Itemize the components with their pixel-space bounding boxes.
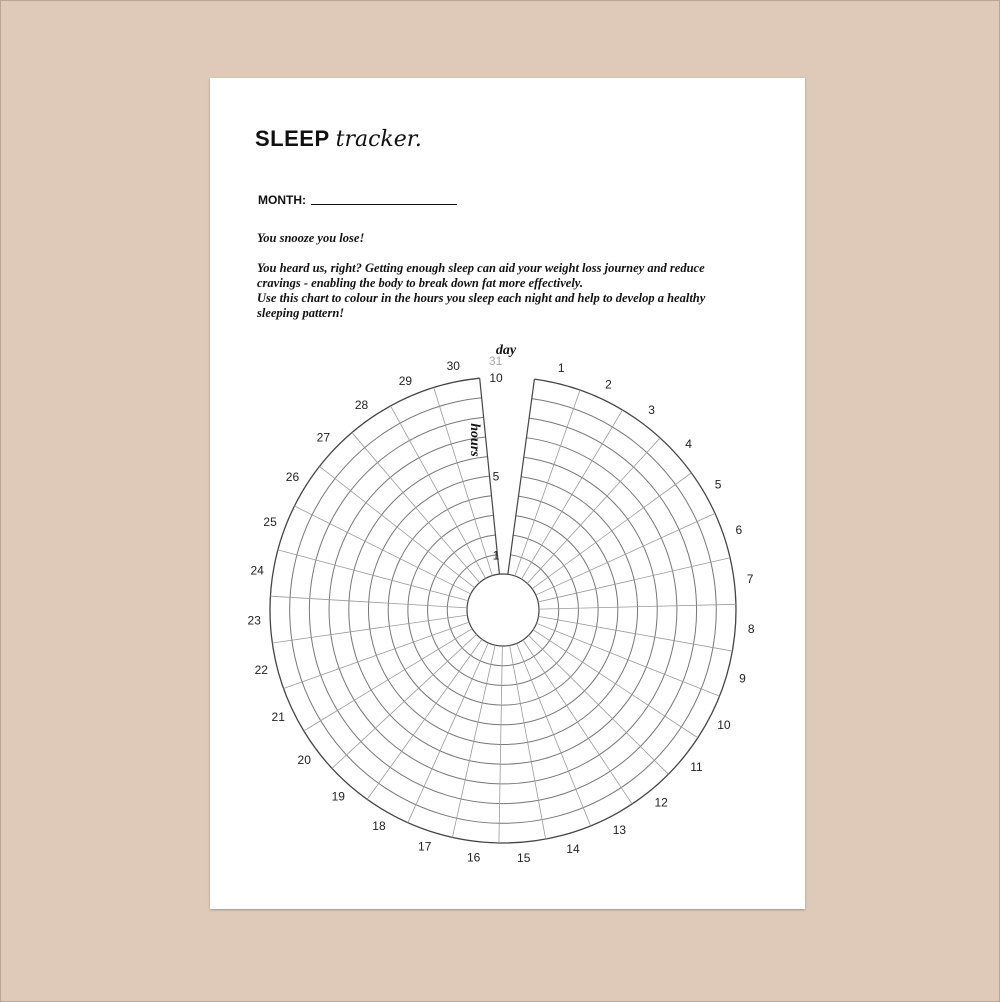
paragraph-line: Use this chart to colour in the hours you sleep each night and help to develop a healthy xyxy=(257,291,706,305)
month-label: MONTH: xyxy=(258,193,306,207)
day-label: 29 xyxy=(398,373,413,388)
sleep-cell[interactable] xyxy=(616,607,638,634)
sleep-cell[interactable] xyxy=(713,604,736,651)
sleep-cell[interactable] xyxy=(270,596,292,643)
day-axis-label: day xyxy=(495,343,517,358)
sleep-cell[interactable] xyxy=(469,741,500,764)
sleep-cell[interactable] xyxy=(465,761,500,784)
day-label: 10 xyxy=(717,717,731,732)
sleep-cell[interactable] xyxy=(597,607,618,630)
sleep-cell[interactable] xyxy=(369,602,390,629)
day-label: 1 xyxy=(557,360,565,375)
day-label: 7 xyxy=(746,571,754,586)
day-label: 18 xyxy=(372,818,386,833)
sleep-cell[interactable] xyxy=(290,597,312,640)
sleep-cell[interactable] xyxy=(500,742,531,764)
day-label: 4 xyxy=(685,436,692,451)
day-label: 28 xyxy=(354,398,369,413)
day-label: 22 xyxy=(254,662,268,677)
sleep-cell[interactable] xyxy=(349,601,370,632)
day-label: 15 xyxy=(517,851,531,866)
sleep-cell[interactable] xyxy=(501,703,524,724)
day-label: 31 xyxy=(488,354,503,369)
day-label: 3 xyxy=(648,403,655,418)
sleep-cell[interactable] xyxy=(329,600,350,635)
sleep-cell[interactable] xyxy=(500,781,539,804)
day-label: 24 xyxy=(250,563,264,578)
day-label: 8 xyxy=(747,621,755,636)
sleep-cell[interactable] xyxy=(474,722,501,744)
sleep-cell[interactable] xyxy=(388,603,409,626)
inner-circle xyxy=(467,574,539,646)
day-label: 21 xyxy=(271,710,285,725)
sleep-cell[interactable] xyxy=(655,606,677,641)
day-label: 11 xyxy=(690,759,703,774)
hour-label: 1 xyxy=(492,548,500,563)
day-label: 26 xyxy=(285,470,300,485)
sleep-cell[interactable] xyxy=(499,800,542,823)
day-label: 16 xyxy=(466,850,481,865)
day-label: 13 xyxy=(612,823,627,838)
day-label: 2 xyxy=(605,377,612,392)
sleep-cell[interactable] xyxy=(634,575,657,606)
hours-axis-label: hours xyxy=(467,423,482,457)
title-italic-text: tracker. xyxy=(335,127,422,152)
paragraph-line: You heard us, right? Getting enough sleep can aid your weight loss journey and reduce xyxy=(257,261,705,275)
sleep-cell[interactable] xyxy=(369,575,392,603)
title-bold-text: SLEEP xyxy=(255,126,330,151)
day-label: 6 xyxy=(735,523,743,538)
sleep-cell[interactable] xyxy=(615,580,638,607)
day-label: 23 xyxy=(247,613,261,628)
sleep-cell[interactable] xyxy=(309,599,330,638)
hour-label: 5 xyxy=(492,469,500,484)
day-label: 25 xyxy=(263,514,277,529)
paragraph-line: cravings - enabling the body to break down fat more effectively. xyxy=(257,276,583,290)
sleep-cell[interactable] xyxy=(500,762,535,784)
day-label: 20 xyxy=(297,752,311,767)
day-label: 12 xyxy=(654,795,668,810)
day-label: 14 xyxy=(566,841,580,856)
day-label: 30 xyxy=(446,359,460,374)
hour-label: 10 xyxy=(489,371,503,385)
sleep-cell[interactable] xyxy=(635,606,657,637)
day-label: 9 xyxy=(739,671,746,686)
sleep-cell[interactable] xyxy=(408,604,428,623)
tagline: You snooze you lose! xyxy=(257,231,365,245)
day-label: 19 xyxy=(331,789,345,804)
day-label: 27 xyxy=(316,430,331,445)
day-label: 17 xyxy=(418,839,432,854)
paragraph-line: sleeping pattern! xyxy=(257,306,345,320)
sleep-cell[interactable] xyxy=(501,723,528,745)
day-label: 5 xyxy=(714,477,722,492)
sleep-cell[interactable] xyxy=(694,605,717,648)
sleep-cell[interactable] xyxy=(674,605,696,644)
sleep-cells xyxy=(270,378,736,843)
